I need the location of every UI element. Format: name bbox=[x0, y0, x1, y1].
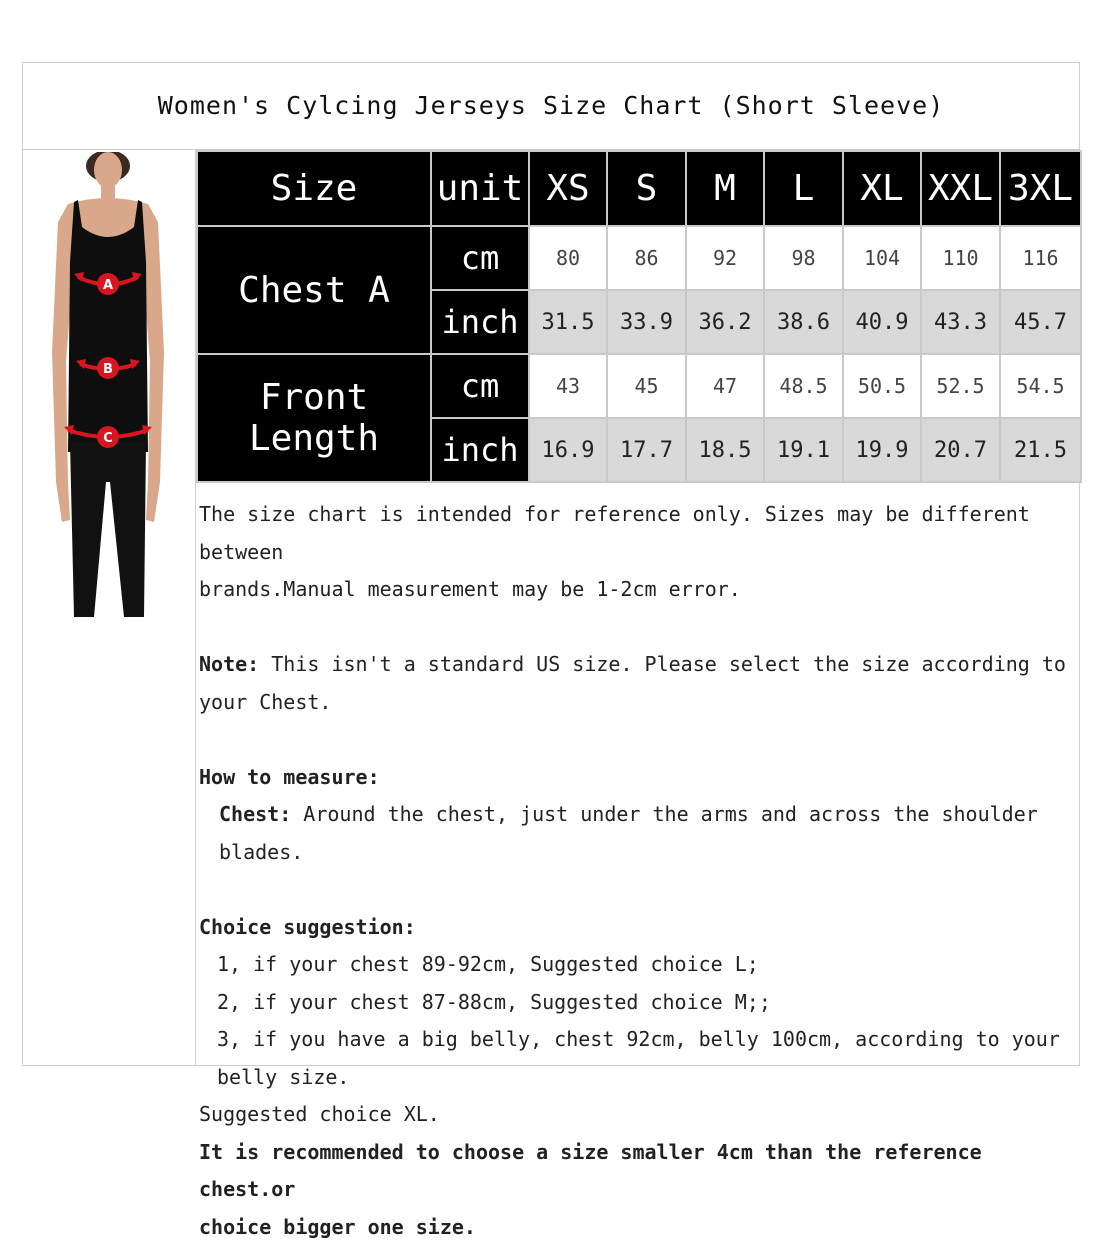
header-unit: unit bbox=[431, 151, 529, 226]
table-cell: 21.5 bbox=[1000, 418, 1081, 482]
table-cell: 43.3 bbox=[921, 290, 1000, 354]
chest-cm-row bbox=[197, 226, 1081, 290]
table-cell: 33.9 bbox=[607, 290, 686, 354]
table-cell: 38.6 bbox=[764, 290, 843, 354]
marker-b: B bbox=[103, 362, 113, 377]
unit-cm: cm bbox=[431, 354, 529, 418]
marker-c: C bbox=[103, 431, 113, 446]
table-cell: 43 bbox=[529, 354, 607, 418]
header-size-m: M bbox=[686, 151, 764, 226]
table-cell: 86 bbox=[607, 226, 686, 290]
table-cell: 92 bbox=[686, 226, 764, 290]
table-cell: 18.5 bbox=[686, 418, 764, 482]
table-cell: 19.1 bbox=[764, 418, 843, 482]
table-cell: 47 bbox=[686, 354, 764, 418]
table-cell: 45 bbox=[607, 354, 686, 418]
choice-item-continued: Suggested choice XL. bbox=[199, 1096, 1069, 1134]
how-to-measure-heading: How to measure: bbox=[199, 759, 1069, 797]
table-cell: 45.7 bbox=[1000, 290, 1081, 354]
header-size: Size bbox=[197, 151, 431, 226]
row-label-chest: Chest A bbox=[197, 226, 431, 354]
choice-item: 1, if your chest 89-92cm, Suggested choice L; bbox=[199, 946, 1069, 984]
table-cell: 16.9 bbox=[529, 418, 607, 482]
choice-item: 2, if your chest 87-88cm, Suggested choice M;; bbox=[199, 984, 1069, 1022]
table-cell: 50.5 bbox=[843, 354, 921, 418]
row-label-front-length: Front Length bbox=[197, 354, 431, 482]
note-label: Note: bbox=[199, 652, 259, 676]
note-text: This isn't a standard US size. Please select the size according to your Chest. bbox=[199, 652, 1066, 714]
unit-cm: cm bbox=[431, 226, 529, 290]
table-cell: 110 bbox=[921, 226, 1000, 290]
unit-inch: inch bbox=[431, 418, 529, 482]
header-size-3xl: 3XL bbox=[1000, 151, 1081, 226]
chest-label: Chest: bbox=[219, 802, 291, 826]
header-size-xl: XL bbox=[843, 151, 921, 226]
table-cell: 40.9 bbox=[843, 290, 921, 354]
chest-text: Around the chest, just under the arms and across the shoulder blades. bbox=[219, 802, 1038, 864]
table-cell: 80 bbox=[529, 226, 607, 290]
table-cell: 20.7 bbox=[921, 418, 1000, 482]
table-cell: 54.5 bbox=[1000, 354, 1081, 418]
choice-item: 3, if you have a big belly, chest 92cm, belly 100cm, according to your belly size. bbox=[199, 1021, 1069, 1096]
header-size-s: S bbox=[607, 151, 686, 226]
size-notes bbox=[199, 496, 1069, 1246]
table-cell: 17.7 bbox=[607, 418, 686, 482]
table-cell: 98 bbox=[764, 226, 843, 290]
table-cell: 104 bbox=[843, 226, 921, 290]
disclaimer-line: The size chart is intended for reference only. Sizes may be different between bbox=[199, 496, 1069, 571]
header-size-l: L bbox=[764, 151, 843, 226]
table-cell: 19.9 bbox=[843, 418, 921, 482]
disclaimer-line: brands.Manual measurement may be 1-2cm error. bbox=[199, 571, 1069, 609]
header-row bbox=[197, 151, 1081, 226]
recommendation-line: choice bigger one size. bbox=[199, 1209, 1069, 1246]
table-cell: 52.5 bbox=[921, 354, 1000, 418]
chest-measure-line bbox=[199, 796, 1069, 871]
header-size-xxl: XXL bbox=[921, 151, 1000, 226]
size-table bbox=[196, 150, 1082, 483]
unit-inch: inch bbox=[431, 290, 529, 354]
note-line bbox=[199, 646, 1069, 721]
table-cell: 31.5 bbox=[529, 290, 607, 354]
marker-a: A bbox=[103, 278, 113, 293]
length-cm-row bbox=[197, 354, 1081, 418]
recommendation-line: It is recommended to choose a size smaller 4cm than the reference chest.or bbox=[199, 1134, 1069, 1209]
table-cell: 116 bbox=[1000, 226, 1081, 290]
table-cell: 36.2 bbox=[686, 290, 764, 354]
table-cell: 48.5 bbox=[764, 354, 843, 418]
header-size-xs: XS bbox=[529, 151, 607, 226]
chart-title-text: Women's Cylcing Jerseys Size Chart (Short Sleeve) bbox=[158, 91, 945, 120]
choice-heading: Choice suggestion: bbox=[199, 909, 1069, 947]
chart-title bbox=[22, 62, 1080, 150]
model-figure bbox=[38, 152, 178, 622]
